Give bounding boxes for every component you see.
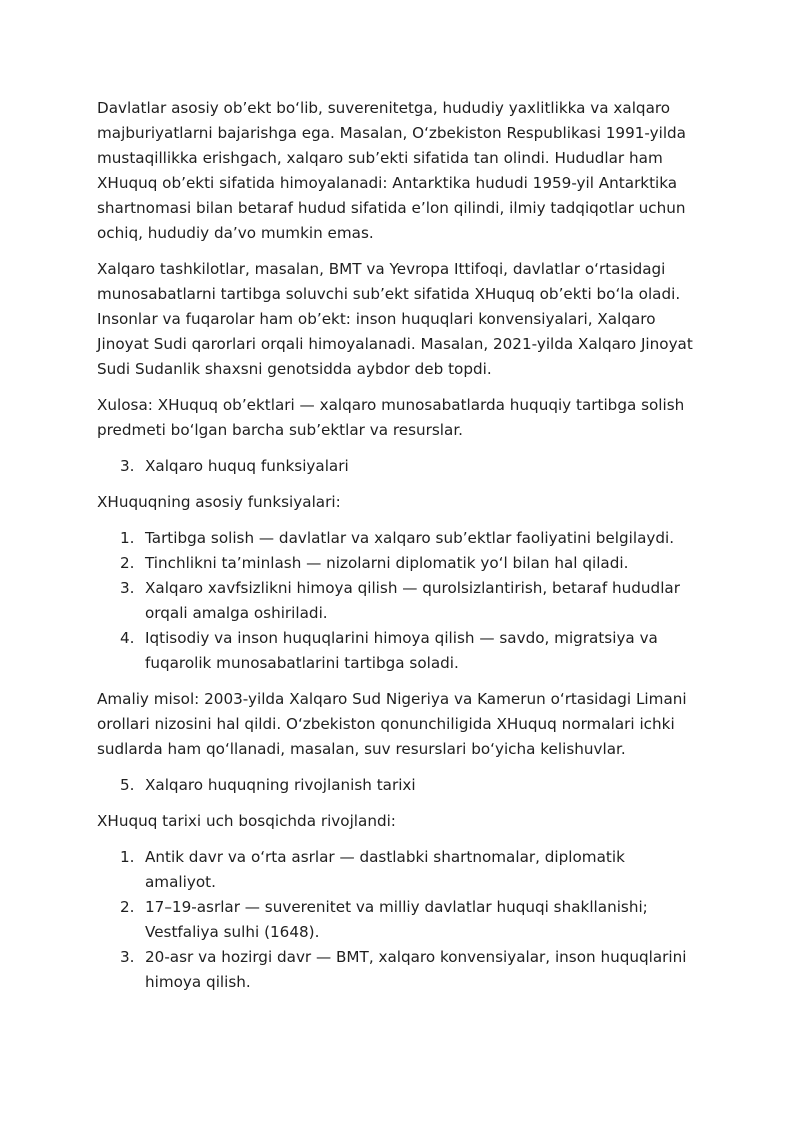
paragraph-states: Davlatlar asosiy ob’ekt bo‘lib, suverenitetga, hududiy yaxlitlikka va xalqaro majburiyatlarni bajarishga ega. Masalan, O‘zbekiston Respublikasi 1991-yilda mustaqillikka erishgach, xalqaro sub’ekti sifatida tan olindi. Hududlar ham XHuquq ob’ekti sifatida himoyalanadi: Antarktika hududi 1959-yil Antarktika shartnomasi bilan betaraf hudud sifatida e’lon qilindi, ilmiy tadqiqotlar uchun ochiq, hududiy da’vo mumkin emas. [97, 99, 686, 242]
list-item-number: 4. [120, 629, 135, 647]
list-item-text: 20-asr va hozirgi davr — BMT, xalqaro konvensiyalar, inson huquqlarini himoya qilish. [145, 948, 687, 991]
list-item-number: 1. [120, 848, 135, 866]
list-item-text: Xalqaro xavfsizlikni himoya qilish — qurolsizlantirish, betaraf hududlar orqali amalga oshiriladi. [145, 579, 680, 622]
section-3-intro: XHuquqning asosiy funksiyalari: [97, 493, 341, 511]
section-5-title: Xalqaro huquqning rivojlanish tarixi [145, 776, 416, 794]
list-item-text: Tartibga solish — davlatlar va xalqaro sub’ektlar faoliyatini belgilaydi. [145, 529, 675, 547]
list-item [97, 626, 697, 676]
list-item-number: 2. [120, 898, 135, 916]
list-item-number: 3. [120, 948, 135, 966]
paragraph-conclusion: Xulosa: XHuquq ob’ektlari — xalqaro munosabatlarda huquqiy tartibga solish predmeti bo‘lgan barcha sub’ektlar va resurslar. [97, 396, 685, 439]
paragraph-organizations: Xalqaro tashkilotlar, masalan, BMT va Yevropa Ittifoqi, davlatlar o‘rtasidagi munosabatlarni tartibga soluvchi sub’ekt sifatida XHuquq ob’ekti bo‘la oladi. Insonlar va fuqarolar ham ob’ekt: inson huquqlari konvensiyalari, Xalqaro Jinoyat Sudi qarorlari orqali himoyalanadi. Masalan, 2021-yilda Xalqaro Jinoyat Sudi Sudanlik shaxsni genotsidda aybdor deb topdi. [97, 260, 693, 378]
list-item-text: Antik davr va o‘rta asrlar — dastlabki shartnomalar, diplomatik amaliyot. [145, 848, 625, 891]
section-3-heading [97, 454, 697, 479]
list-item [97, 576, 697, 626]
section-5-intro: XHuquq tarixi uch bosqichda rivojlandi: [97, 812, 396, 830]
list-item-number: 2. [120, 554, 135, 572]
section-3-number: 3. [120, 457, 135, 475]
list-item-number: 3. [120, 579, 135, 597]
list-item-text: Tinchlikni ta’minlash — nizolarni diplomatik yo‘l bilan hal qiladi. [145, 554, 629, 572]
practical-example: Amaliy misol: 2003-yilda Xalqaro Sud Nigeriya va Kamerun o‘rtasidagi Limani orollari nizosini hal qildi. O‘zbekiston qonunchiligida XHuquq normalari ichki sudlarda ham qo‘llanadi, masalan, suv resurslari bo‘yicha kelishuvlar. [97, 690, 687, 758]
functions-list [97, 526, 697, 676]
list-item [97, 945, 697, 995]
section-5-number: 5. [120, 776, 135, 794]
section-5-heading [97, 773, 697, 798]
list-item [97, 526, 697, 551]
list-item [97, 845, 697, 895]
document-page [97, 96, 697, 1006]
list-item [97, 895, 697, 945]
list-item-text: Iqtisodiy va inson huquqlarini himoya qilish — savdo, migratsiya va fuqarolik munosabatlarini tartibga soladi. [145, 629, 658, 672]
history-list [97, 845, 697, 995]
section-3-title: Xalqaro huquq funksiyalari [145, 457, 349, 475]
list-item-number: 1. [120, 529, 135, 547]
list-item [97, 551, 697, 576]
list-item-text: 17–19-asrlar — suverenitet va milliy davlatlar huquqi shakllanishi; Vestfaliya sulhi (1648). [145, 898, 648, 941]
